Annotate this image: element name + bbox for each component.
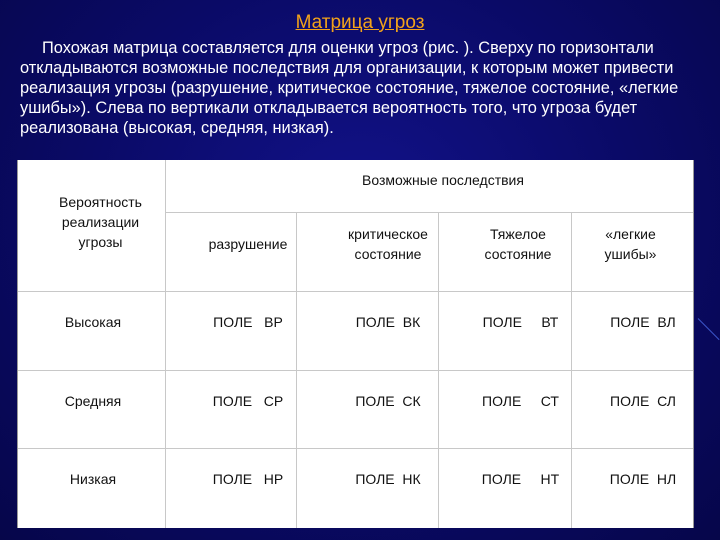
row-label-low: Низкая xyxy=(69,471,117,487)
matrix-cell: ПОЛЕ ВЛ xyxy=(610,314,676,330)
matrix-cell: ПОЛЕ НК xyxy=(355,471,421,487)
column-group-title: Возможные последствия xyxy=(362,172,524,188)
matrix-cell: ПОЛЕ СТ xyxy=(482,393,559,409)
slide-title: Матрица угроз xyxy=(295,12,425,33)
column-header-severe: Тяжелое состояние xyxy=(484,226,552,262)
matrix-cell: ПОЛЕ СР xyxy=(212,393,284,409)
row-label-high: Высокая xyxy=(64,314,122,330)
column-header-light: «легкие ушибы» xyxy=(604,226,657,262)
grid-line xyxy=(18,370,693,371)
matrix-cell: ПОЛЕ ВТ xyxy=(482,314,559,330)
matrix-cell: ПОЛЕ ВК xyxy=(355,314,421,330)
column-header-critical: критическое состояние xyxy=(348,226,428,262)
grid-line xyxy=(165,212,693,213)
grid-line xyxy=(18,448,693,449)
decorative-line xyxy=(698,318,720,340)
column-header-destruction: разрушение xyxy=(208,236,288,252)
matrix-cell: ПОЛЕ НР xyxy=(212,471,284,487)
body-paragraph: Похожая матрица составляется для оценки угроз (рис. ). Сверху по горизонтали откладываются возможные последствия для организации, к которым может привести реализация угрозы (разрушение, критическое состояние, тяжелое состояние, «легкие ушибы»). Слева по вертикали откладывается вероятность того, что угроза будет реализована (высокая, средняя, низкая). xyxy=(20,39,679,137)
row-label-medium: Средняя xyxy=(64,393,122,409)
matrix-cell: ПОЛЕ СЛ xyxy=(610,393,676,409)
grid-line xyxy=(18,291,693,292)
matrix-cell: ПОЛЕ НТ xyxy=(481,471,560,487)
row-header-title: Вероятность реализации угрозы xyxy=(59,194,142,250)
matrix-cell: ПОЛЕ ВР xyxy=(213,314,283,330)
grid-line xyxy=(165,160,166,528)
matrix-cell: ПОЛЕ НЛ xyxy=(609,471,677,487)
matrix-cell: ПОЛЕ СК xyxy=(355,393,421,409)
grid-line xyxy=(571,212,572,528)
threat-matrix-table xyxy=(17,160,694,528)
